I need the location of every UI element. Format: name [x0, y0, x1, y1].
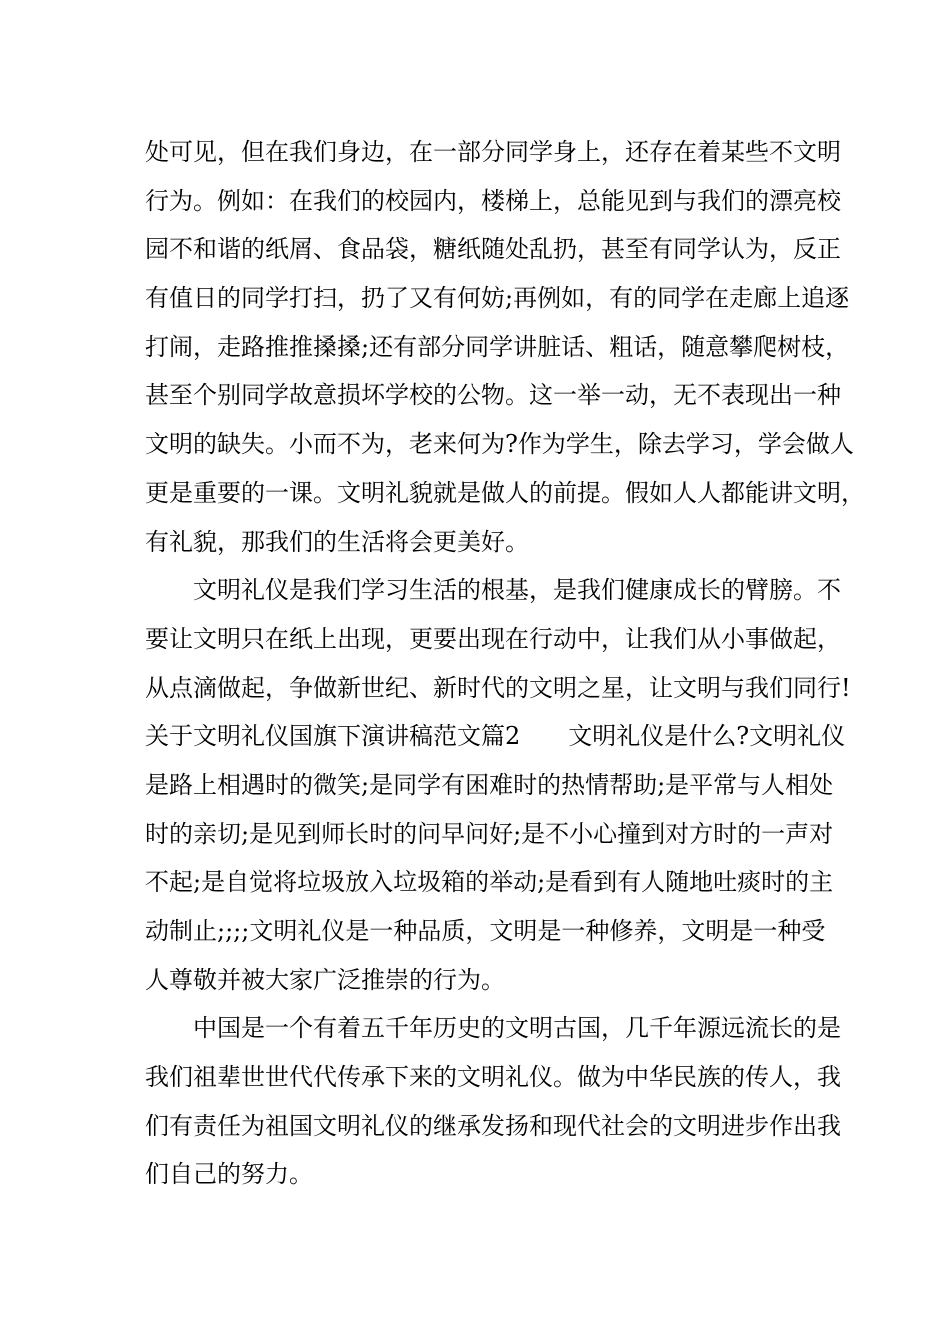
text-line: 从点滴做起，争做新世纪、新时代的文明之星，让文明与我们同行! — [145, 673, 851, 702]
text-line: 是路上相遇时的微笑;是同学有困难时的热情帮助;是平常与人相处 — [145, 770, 834, 799]
text-line: 不起;是自觉将垃圾放入垃圾箱的举动;是看到有人随地吐痰时的主 — [145, 868, 834, 897]
body-text — [145, 128, 865, 1199]
text-line: 园不和谐的纸屑、食品袋，糖纸随处乱扔，甚至有同学认为，反正 — [145, 235, 841, 264]
text-line: 们自己的努力。 — [145, 1160, 313, 1189]
text-line: 人尊敬并被大家广泛推崇的行为。 — [145, 965, 505, 994]
text-line: 有值日的同学打扫，扔了又有何妨;再例如，有的同学在走廊上追逐 — [145, 284, 850, 313]
text-line: 中国是一个有着五千年历史的文明古国，几千年源远流长的是 — [145, 1014, 841, 1043]
text-line: 们有责任为祖国文明礼仪的继承发扬和现代社会的文明进步作出我 — [145, 1111, 841, 1140]
text-line: 打闹，走路推推搡搡;还有部分同学讲脏话、粗话，随意攀爬树枝， — [145, 332, 850, 361]
text-line: 文明的缺失。小而不为，老来何为?作为学生，除去学习，学会做人 — [145, 430, 854, 459]
text-line: 行为。例如：在我们的校园内，楼梯上，总能见到与我们的漂亮校 — [145, 186, 841, 215]
text-line: 甚至个别同学故意损坏学校的公物。这一举一动，无不表现出一种 — [145, 381, 841, 410]
text-line: 我们祖辈世世代代传承下来的文明礼仪。做为中华民族的传人，我 — [145, 1063, 841, 1092]
text-line: 处可见，但在我们身边，在一部分同学身上，还存在着某些不文明 — [145, 138, 841, 166]
text-line: 关于文明礼仪国旗下演讲稿范文篇2 文明礼仪是什么?文明礼仪 — [145, 722, 846, 751]
text-line: 有礼貌，那我们的生活将会更美好。 — [145, 527, 529, 556]
text-line: 文明礼仪是我们学习生活的根基，是我们健康成长的臂膀。不 — [145, 576, 841, 605]
text-line: 要让文明只在纸上出现，更要出现在行动中，让我们从小事做起， — [145, 624, 841, 653]
text-line: 动制止;;;;文明礼仪是一种品质，文明是一种修养，文明是一种受 — [145, 917, 826, 945]
text-line: 时的亲切;是见到师长时的问早问好;是不小心撞到对方时的一声对 — [145, 819, 834, 848]
text-line: 更是重要的一课。文明礼貌就是做人的前提。假如人人都能讲文明， — [145, 478, 865, 507]
